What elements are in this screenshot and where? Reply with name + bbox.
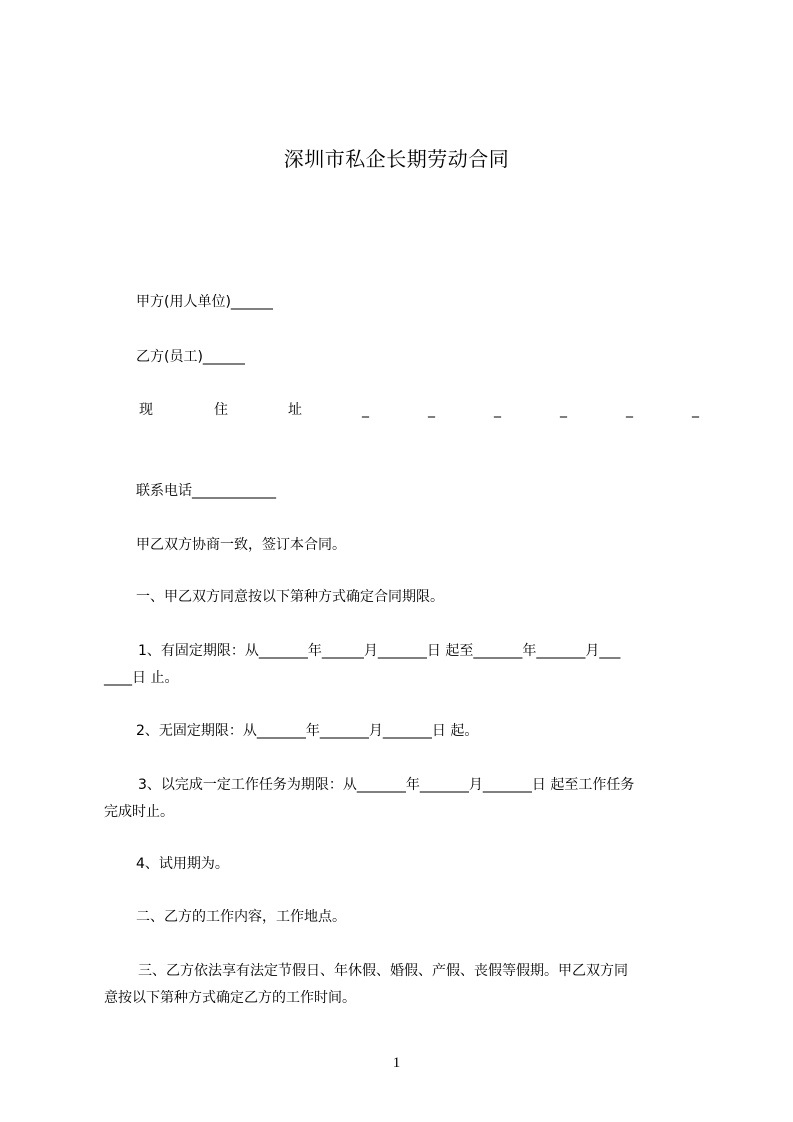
address-blank: _ <box>494 402 501 418</box>
section-3-line-1: 三、乙方依法享有法定节假日、年休假、婚假、产假、丧假等假期。甲乙双方同 <box>138 963 628 979</box>
address-char: 住 <box>214 402 228 418</box>
party-a-line: 甲方(用人单位)______ <box>136 294 273 310</box>
section-3-line-2: 意按以下第种方式确定乙方的工作时间。 <box>104 990 356 1006</box>
item-1-line-1: 1、有固定期限：从_______年______月_______日 起至_______年_______月___ <box>138 643 621 659</box>
address-char: 现 <box>139 402 153 418</box>
phone-line: 联系电话____________ <box>136 483 276 499</box>
address-blank: _ <box>692 402 699 418</box>
page-title: 深圳市私企长期劳动合同 <box>283 147 510 171</box>
item-2-line: 2、无固定期限：从_______年_______月_______日 起。 <box>136 723 479 739</box>
section-1-heading: 一、甲乙双方同意按以下第种方式确定合同期限。 <box>136 589 444 605</box>
address-blank: _ <box>626 402 633 418</box>
intro-paragraph: 甲乙双方协商一致，签订本合同。 <box>136 537 346 553</box>
address-blank: _ <box>428 402 435 418</box>
item-1-line-2: ____日 止。 <box>104 670 179 686</box>
item-3-line-2: 完成时止。 <box>104 804 174 820</box>
address-blank: _ <box>560 402 567 418</box>
item-4-line: 4、试用期为。 <box>136 856 229 872</box>
party-b-line: 乙方(员工)______ <box>136 349 245 365</box>
section-2-paragraph: 二、乙方的工作内容，工作地点。 <box>136 909 346 925</box>
address-char: 址 <box>288 402 302 418</box>
page-number: 1 <box>392 1055 401 1071</box>
address-blank: _ <box>362 402 369 418</box>
item-3-line-1: 3、以完成一定工作任务为期限：从_______年_______月_______日 起至工作任务 <box>138 777 635 793</box>
